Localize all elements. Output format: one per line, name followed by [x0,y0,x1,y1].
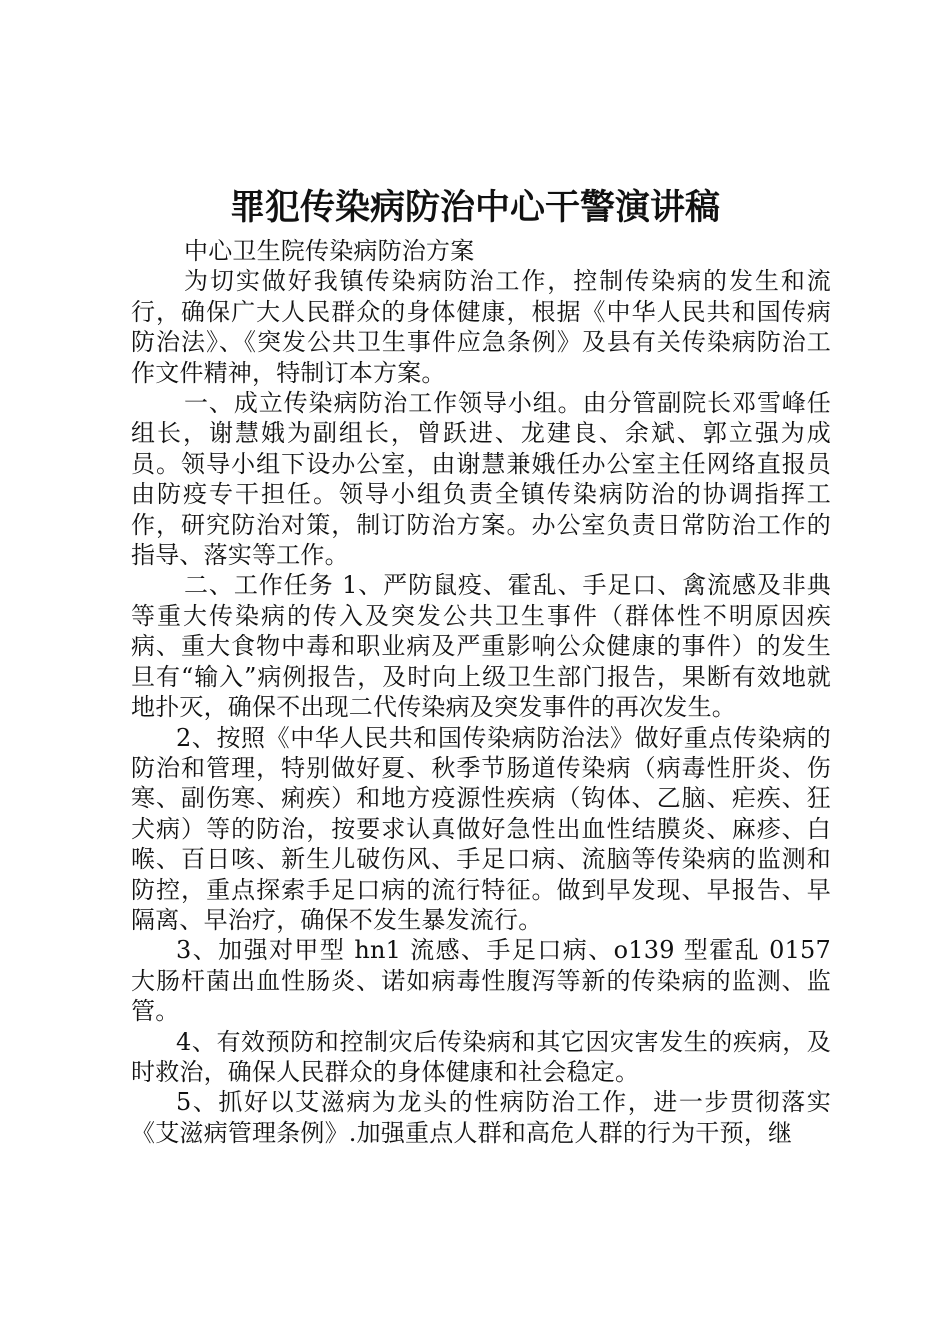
paragraph-item-4: 4、有效预防和控制灾后传染病和其它因灾害发生的疾病，及时救治，确保人民群众的身体健康和社会稳定。 [131,1027,831,1086]
document-body [131,236,831,1148]
paragraph-subtitle: 中心卫生院传染病防治方案 [184,237,475,265]
paragraph-section-one: 一、成立传染病防治工作领导小组。由分管副院长邓雪峰任组长，谢慧娥为副组长，曾跃进、龙建良、余斌、郭立强为成员。领导小组下设办公室，由谢慧兼娥任办公室主任网络直报员由防疫专干担任。领导小组负责全镇传染病防治的协调指挥工作，研究防治对策，制订防治方案。办公室负责日常防治工作的指导、落实等工作。 [131,389,831,570]
document-title: 罪犯传染病防治中心干警演讲稿 [229,188,720,228]
paragraph-item-3: 3、加强对甲型 hn1 流感、手足口病、o139 型霍乱 0157 大肠杆菌出血性肠炎、诺如病毒性腹泻等新的传染病的监测、监管。 [131,936,831,1026]
paragraph-intro: 为切实做好我镇传染病防治工作，控制传染病的发生和流行，确保广大人民群众的身体健康，根据《中华人民共和国传病防治法》、《突发公共卫生事件应急条例》及县有关传染病防治工作文件精神，特制订本方案。 [131,267,831,387]
paragraph-item-5: 5、抓好以艾滋病为龙头的性病防治工作，进一步贯彻落实《艾滋病管理条例》.加强重点人群和高危人群的行为干预，继 [131,1088,831,1147]
paragraph-item-2: 2、按照《中华人民共和国传染病防治法》做好重点传染病的防治和管理，特别做好夏、秋季节肠道传染病（病毒性肝炎、伤寒、副伤寒、痢疾）和地方疫源性疾病（钩体、乙脑、疟疾、狂犬病）等的防治，按要求认真做好急性出血性结膜炎、麻疹、白喉、百日咳、新生儿破伤风、手足口病、流脑等传染病的监测和防控，重点探索手足口病的流行特征。做到早发现、早报告、早隔离、早治疗，确保不发生暴发流行。 [131,723,831,934]
paragraph-section-two: 二、工作任务 1、严防鼠疫、霍乱、手足口、禽流感及非典等重大传染病的传入及突发公共卫生事件（群体性不明原因疾病、重大食物中毒和职业病及严重影响公众健康的事件）的发生旦有“输入”病例报告，及时向上级卫生部门报告，果断有效地就地扑灭，确保不出现二代传染病及突发事件的再次发生。 [131,571,831,722]
